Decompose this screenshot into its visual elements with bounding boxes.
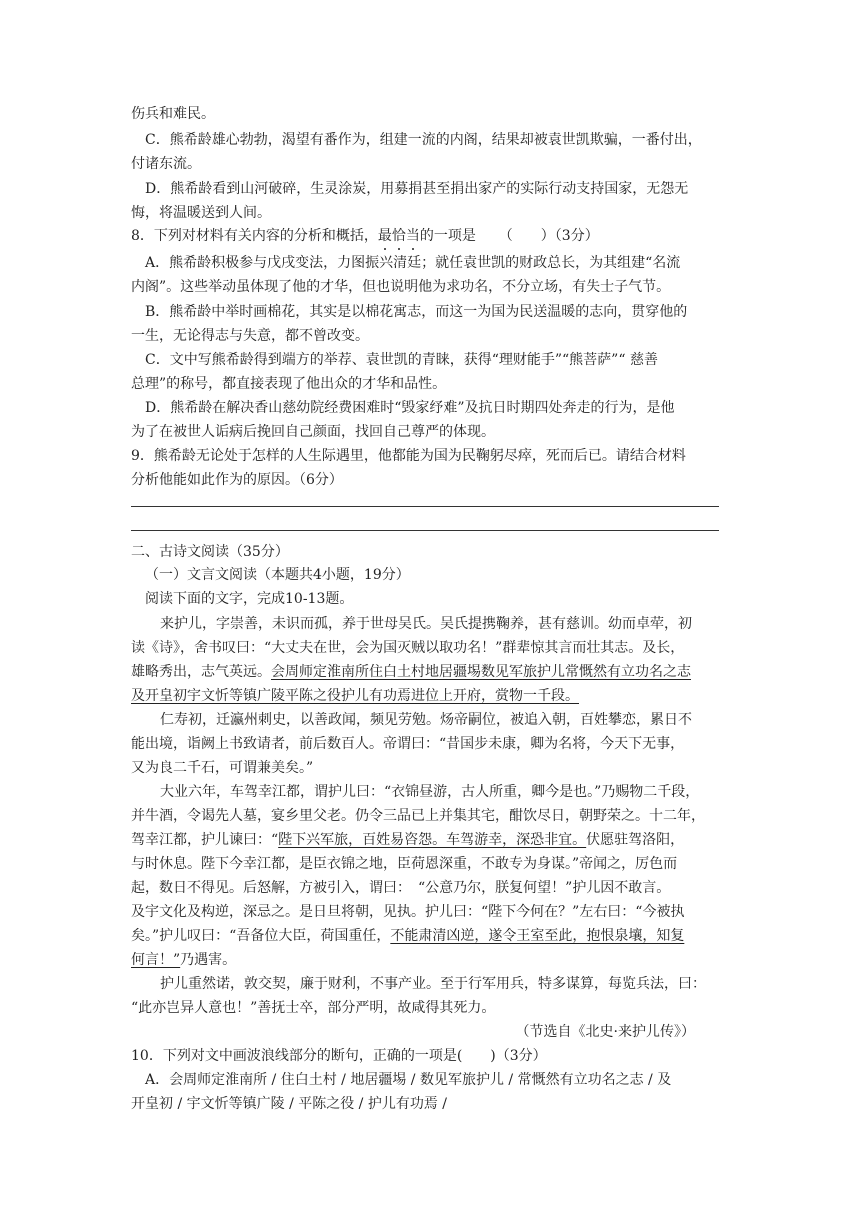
question-9-line2: 分析他能如此作为的原因。（6分） <box>131 472 343 488</box>
passage-p4-line2: “此亦岂异人意也！”善抚士卒，部分严明，故咸得其死力。 <box>131 1000 496 1016</box>
q8-option-b-line1: B．熊希龄中举时画棉花，其实是以棉花寓志，而这一为国为民送温暖的志向，贯穿他的 <box>145 304 688 320</box>
option-c-line1: C．熊希龄雄心勃勃，渴望有番作为，组建一流的内阁，结果却被袁世凯欺骗，一番付出， <box>145 132 702 148</box>
q8-option-d-line2: 为了在被世人诟病后挽回自己颜面，找回自己尊严的体现。 <box>131 424 495 440</box>
underlined-sentence: 何言！” <box>131 952 181 968</box>
passage-text: 乃遇害。 <box>180 952 237 968</box>
question-9-line1: 9．熊希龄无论处于怎样的人生际遇里，他都能为国为民鞠躬尽瘁，死而后已。请结合材料 <box>131 448 686 464</box>
passage-p3-line8 <box>131 950 236 970</box>
passage-p3-line5: 起，数日不得见。后怒解，方被引入，谓曰： “公意乃尔，朕复何望！”护儿因不敢言。 <box>131 880 671 896</box>
passage-p3-line3 <box>131 830 684 850</box>
q8-stem-pre: 8．下列对材料有关内容的分析和概括， <box>131 228 378 244</box>
underlined-sentence: 不能肃清凶逆，遂令王室至此，抱恨泉壤，知复 <box>390 928 685 944</box>
passage-p2-line1: 仁寿初，迁瀛州刺史，以善政闻，频见劳勉。炀帝嗣位，被追入朝，百姓攀恋，累日不 <box>160 712 692 728</box>
passage-p3-line4: 与时休息。陛下今幸江都，是臣衣锦之地，臣荷恩深重，不敢专为身谋。”帝闻之，厉色而 <box>131 856 678 872</box>
answer-line-1[interactable] <box>131 506 719 507</box>
passage-p4-line1: 护儿重然诺，敦交契，廉于财利，不事产业。至于行军用兵，特多谋算，每览兵法，曰： <box>160 976 706 992</box>
emphasis-dot-1: 最 <box>377 228 392 244</box>
q8-option-d-line1: D．熊希龄在解决香山慈幼院经费困难时“毁家纾难”及抗日时期四处奔走的行为，是他 <box>145 400 675 416</box>
q8-stem-post: 的一项是 （ ）（3分） <box>419 228 599 244</box>
reading-instruction: 阅读下面的文字，完成10-13题。 <box>145 591 354 607</box>
passage-p2-line2: 能出境，诣阙上书致请者，前后数百人。帝谓曰：“昔国步未康，卿为名将，今天下无事， <box>131 736 685 752</box>
q8-option-a-line1: A．熊希龄积极参与戊戌变法，力图振兴清廷；就任袁世凯的财政总长，为其组建“名流 <box>145 255 681 271</box>
option-d-line1: D．熊希龄看到山河破碎，生灵涂炭，用募捐甚至捐出家产的实际行动支持国家，无怨无 <box>145 181 689 197</box>
passage-text: 驾幸江都，护儿谏曰：“ <box>131 832 279 848</box>
answer-line-2[interactable] <box>131 530 719 531</box>
q8-option-c-line2: 总理”的称号，都直接表现了他出众的才华和品性。 <box>131 376 447 392</box>
passage-text: 伏愿驻驾洛阳， <box>586 832 685 848</box>
passage-text: 雄略秀出，志气英远。 <box>131 664 271 680</box>
passage-p1-line3 <box>131 662 691 682</box>
emphasis-dot-2: 恰 <box>391 228 406 244</box>
passage-p1-line4-underlined: 及开皇初宇文忻等镇广陵平陈之役护儿有功焉进位上开府，赏物一千段。 <box>131 688 579 704</box>
passage-p2-line3: 又为良二千石，可谓兼美矣。” <box>131 760 314 776</box>
q8-option-a-line2: 内阁”。这些举动虽体现了他的才华，但也说明他为求功名，不分立场，有失士子气节。 <box>131 279 671 295</box>
passage-p3-line2: 并牛酒，令谒先人墓，宴乡里父老。仍令三品已上并集其宅，酣饮尽日，朝野荣之。十二年， <box>131 808 705 824</box>
passage-text: 矣。”护儿叹曰：“吾备位大臣，荷国重任， <box>131 928 391 944</box>
passage-source: （节选自《北史·来护儿传》） <box>515 1024 695 1040</box>
option-d-line2: 悔，将温暖送到人间。 <box>131 205 271 221</box>
passage-p3-line1: 大业六年，车驾幸江都，谓护儿曰：“衣锦昼游，古人所重，卿今是也。”乃赐物二千段， <box>160 784 700 800</box>
q8-option-b-line2: 一生，无论得志与失意，都不曾改变。 <box>131 328 369 344</box>
underlined-sentence: 陛下兴军旅，百姓易咨怨。车驾游幸，深恐非宜。 <box>278 832 587 848</box>
option-b-tail: 伤兵和难民。 <box>131 106 215 122</box>
passage-p1-line1: 来护儿，字崇善，未识而孤，养于世母吴氏。吴氏提携鞠养，甚有慈训。幼而卓荦，初 <box>160 616 692 632</box>
question-8-stem <box>131 226 599 246</box>
passage-p3-line7 <box>131 926 684 946</box>
q8-option-c-line1: C．文中写熊希龄得到端方的举荐、袁世凯的青睐，获得“理财能手”“熊菩萨”“ 慈善 <box>145 352 658 368</box>
section-2-subtitle: （一）文言文阅读（本题共4小题，19分） <box>145 567 410 583</box>
question-10-stem: 10．下列对文中画波浪线部分的断句，正确的一项是( )（3分） <box>131 1048 547 1064</box>
q10-option-a-line1: A．会周师定淮南所 / 住白土村 / 地居疆埸 / 数见军旅护儿 / 常慨然有立功名之志 / 及 <box>145 1072 672 1088</box>
section-2-title: 二、古诗文阅读（35分） <box>131 544 289 560</box>
passage-p3-line6: 及宇文化及构逆，深忌之。是日旦将朝，见执。护儿曰：“陛下今何在？”左右曰：“今被执 <box>131 904 685 920</box>
q10-option-a-line2: 开皇初 / 宇文忻等镇广陵 / 平陈之役 / 护儿有功焉 / <box>131 1096 448 1112</box>
option-c-line2: 付诸东流。 <box>131 156 201 172</box>
wavy-underlined-text: 会周师定淮南所住白土村地居疆埸数见军旅护儿常慨然有立功名之志 <box>271 664 691 680</box>
emphasis-dot-3: 当 <box>405 228 420 244</box>
passage-p1-line2: 读《诗》，舍书叹曰：“大丈夫在世，会为国灭贼以取功名！”群辈惊其言而壮其志。及长， <box>131 640 685 656</box>
